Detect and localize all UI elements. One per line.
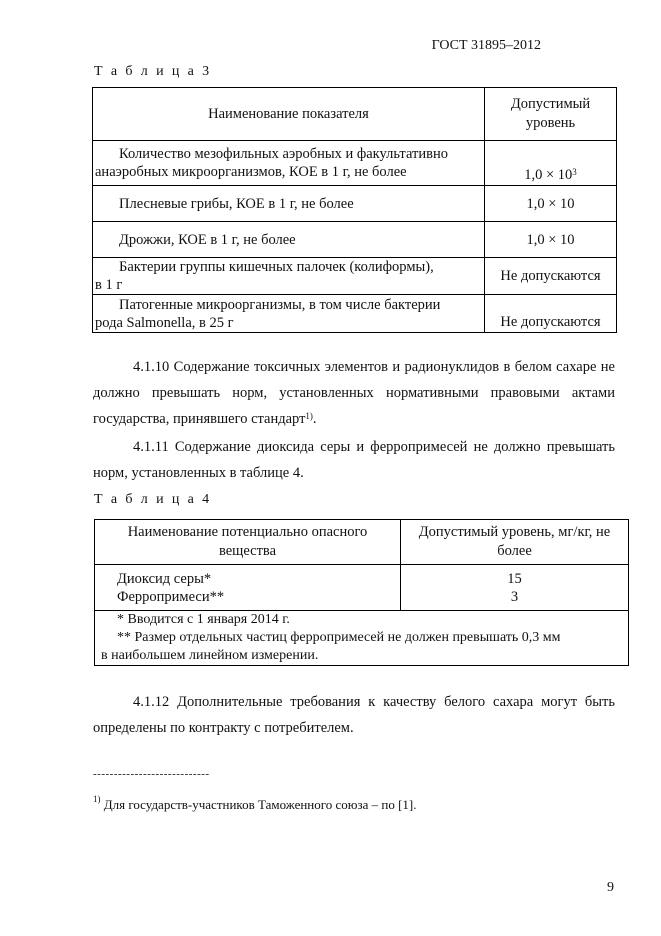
table4-notes: [95, 611, 629, 666]
footnote-mark: 1): [93, 794, 101, 804]
table3-row1-name-line1: Количество мезофильных аэробных и факультативно: [119, 146, 448, 162]
table3-header-value-line2: уровень: [525, 115, 576, 131]
standard-designation: ГОСТ 31895–2012: [431, 38, 541, 53]
paragraph-4-1-10-text: 4.1.10 Содержание токсичных элементов и радионуклидов в белом сахаре не должно превышать норм, установленных нормативными правовыми актами государства, принявшего стандарт: [93, 359, 615, 427]
page-number: 9: [607, 880, 614, 895]
table4-header-value-line1: Допустимый уровень, мг/кг, не: [418, 524, 611, 540]
table4-row1-name: Диоксид серы*: [117, 570, 212, 587]
table3-row4-name-line2: в 1 г: [95, 277, 123, 293]
table3-row5-name-line1: Патогенные микроорганизмы, в том числе бактерии: [119, 296, 441, 313]
table3-row4-value: Не допускаются: [485, 258, 617, 295]
table3-row1-value-exponent: 3: [572, 167, 577, 177]
table3-row5-value: Не допускаются: [485, 295, 617, 333]
table3-cell-name: [93, 258, 485, 295]
table4-note1: * Вводится с 1 января 2014 г.: [117, 612, 290, 627]
table3-row3-name: Дрожжи, КОЕ в 1 г, не более: [119, 231, 296, 248]
table3-header-name: Наименование показателя: [93, 88, 485, 141]
table3-cell-name: [93, 222, 485, 258]
table3-header-value-line1: Допустимый: [510, 96, 591, 112]
paragraph-4-1-11: [93, 434, 615, 486]
table4-header-name: [95, 520, 401, 565]
table-row: [93, 295, 617, 333]
paragraph-4-1-12-text: 4.1.12 Дополнительные требования к качеству белого сахара могут быть определены по контракту с потребителем.: [93, 694, 615, 736]
table4-header-name-line2: вещества: [218, 543, 277, 559]
footnote-text: Для государств-участников Таможенного союза – по [1].: [100, 797, 417, 812]
table4-note2-line2: в наибольшем линейном измерении.: [101, 648, 319, 663]
table4-header-value-line2: более: [497, 543, 532, 559]
paragraph-4-1-12: [93, 689, 615, 741]
footnote-ref: 1): [305, 411, 313, 421]
table3-row2-value: 1,0 × 10: [485, 186, 617, 222]
table3-row1-name-line2: анаэробных микроорганизмов, КОЕ в 1 г, не более: [95, 164, 407, 180]
table-4: [94, 519, 629, 666]
footnote-separator: ----------------------------: [93, 768, 210, 780]
paragraph-4-1-11-text: 4.1.11 Содержание диоксида серы и ферропримесей не должно превышать норм, установленных в таблице 4.: [93, 439, 615, 481]
footnote: [93, 794, 417, 813]
table3-cell-name: [93, 295, 485, 333]
table3-header-value: [485, 88, 617, 141]
table-row: [93, 186, 617, 222]
table3-cell-name: [93, 186, 485, 222]
table4-header-value: [401, 520, 629, 565]
table-row: [93, 222, 617, 258]
table-row: [95, 565, 629, 611]
table3-row5-name-line2: рода Salmonella, в 25 г: [95, 314, 234, 331]
table-row: [93, 258, 617, 295]
paragraph-4-1-10-end: .: [312, 411, 317, 427]
table4-cell-values: [401, 565, 629, 611]
table4-row1-value: 15: [507, 570, 522, 587]
table3-cell-name: [93, 141, 485, 186]
table3-row4-name-line1: Бактерии группы кишечных палочек (колиформы),: [119, 259, 434, 275]
table4-label: Т а б л и ц а 4: [94, 492, 212, 507]
table-3: [92, 87, 617, 333]
table4-header-row: [95, 520, 629, 565]
table3-row3-value: 1,0 × 10: [485, 222, 617, 258]
table4-row2-value: 3: [510, 588, 519, 605]
table3-row2-name: Плесневые грибы, КОЕ в 1 г, не более: [119, 195, 354, 212]
table3-row1-value: 1,0 × 10: [524, 167, 573, 183]
table4-note2-line1: ** Размер отдельных частиц ферропримесей не должен превышать 0,3 мм: [117, 630, 561, 645]
table4-header-name-line1: Наименование потенциально опасного: [127, 524, 368, 540]
table-row: [93, 141, 617, 186]
table4-notes-row: [95, 611, 629, 666]
table3-cell-value: [485, 141, 617, 186]
paragraph-4-1-10: [93, 354, 615, 432]
table3-label: Т а б л и ц а 3: [94, 64, 212, 79]
table3-header-row: [93, 88, 617, 141]
table4-cell-names: [95, 565, 401, 611]
table4-row2-name: Ферропримеси**: [117, 588, 225, 605]
